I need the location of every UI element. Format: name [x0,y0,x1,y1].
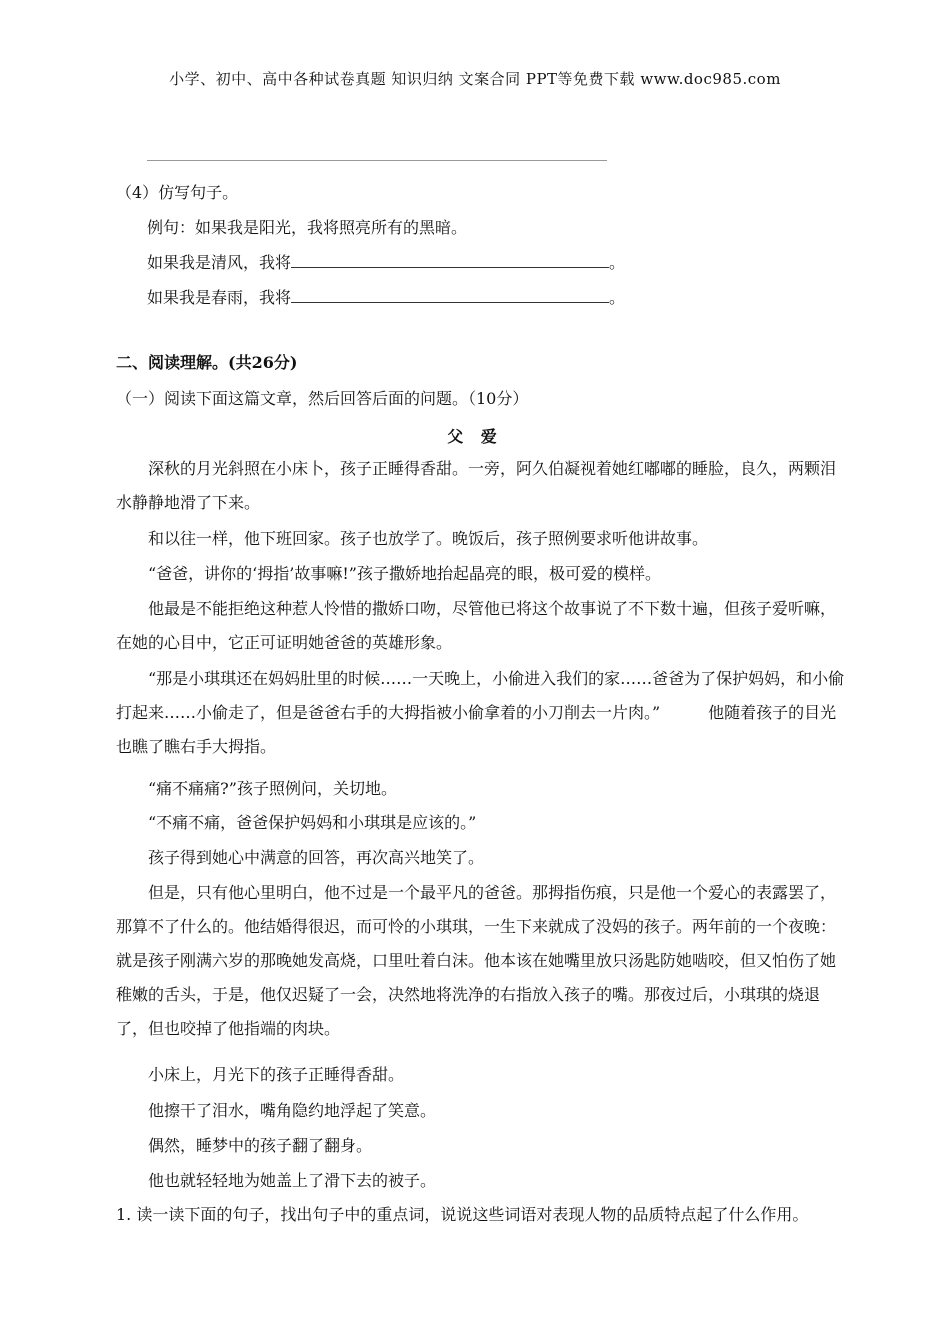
article-paragraph: 他也就轻轻地为她盖上了滑下去的被子。 [148,1171,437,1190]
q4-answer-blank-1[interactable] [291,253,609,268]
article-paragraph: 但是，只有他心里明白，他不过是一个最平凡的爸爸。那拇指伤痕，只是他一个爱心的表露罢了，那算不了什么的。他结婚得很迟，而可怜的小琪琪，一生下来就成了没妈的孩子。两年前的一个夜晚：就是孩子刚满六岁的那晚她发高烧，口里吐着白沫。他本该在她嘴里放只汤匙防她啮咬，但又怕伤了她稚嫩的舌头，于是，他仅迟疑了一会，决然地将洗净的右指放入孩子的嘴。那夜过后，小琪琪的烧退了，但也咬掉了他指端的肉块。 [116,883,837,1038]
q4-answer-blank-2[interactable] [291,288,609,303]
q4-line-1 [147,250,625,273]
q4-line-1-period: 。 [609,253,626,272]
article-paragraph: 深秋的月光斜照在小床卜，孩子正睡得香甜。一旁，阿久伯凝视着她红嘟嘟的睡脸，良久，两颗泪水静静地滑了下来。 [116,459,837,512]
article-paragraph: “那是小琪琪还在妈妈肚里的时候……一天晚上，小偷进入我们的家……爸爸为了保护妈妈，和小偷打起来……小偷走了，但是爸爸右手的大拇指被小偷拿着的小刀削去一片肉。” 他随着孩子的目光也瞧了瞧右手大拇指。 [116,669,845,756]
answer-line [147,160,607,161]
article-paragraph: 他擦干了泪水，嘴角隐约地浮起了笑意。 [148,1101,437,1120]
article-paragraph: “爸爸，讲你的‘拇指’故事嘛!”孩子撒娇地抬起晶亮的眼，极可爱的模样。 [148,564,661,583]
article-paragraph: “不痛不痛，爸爸保护妈妈和小琪琪是应该的。” [148,813,477,832]
q4-example: 例句：如果我是阳光，我将照亮所有的黑暗。 [147,218,468,237]
section-heading: 二、阅读理解。(共26分) [116,353,298,372]
q4-line-2-period: 。 [609,288,626,307]
q4-line-1-prefix: 如果我是清风，我将 [147,253,292,272]
page-header: 小学、初中、高中各种试卷真题 知识归纳 文案合同 PPT等免费下载 www.doc985.com [169,70,781,88]
question-1: 1. 读一读下面的句子，找出句子中的重点词，说说这些词语对表现人物的品质特点起了什么作用。 [116,1205,809,1224]
article-paragraph: 和以往一样，他下班回家。孩子也放学了。晚饭后，孩子照例要求听他讲故事。 [148,529,709,548]
section-subheading: （一）阅读下面这篇文章，然后回答后面的问题。（10分） [116,389,529,408]
q4-label: （4）仿写句子。 [116,183,239,202]
q4-line-2-prefix: 如果我是春雨，我将 [147,288,292,307]
article-paragraph: 孩子得到她心中满意的回答，再次高兴地笑了。 [148,848,485,867]
article-paragraph: 他最是不能拒绝这种惹人怜惜的撒娇口吻，尽管他已将这个故事说了不下数十遍，但孩子爱听嘛，在她的心目中，它正可证明她爸爸的英雄形象。 [116,599,837,652]
article-paragraph: 偶然，睡梦中的孩子翻了翻身。 [148,1136,373,1155]
article-paragraph: “痛不痛痛?”孩子照例问，关切地。 [148,779,397,798]
article-paragraph: 小床上，月光下的孩子正睡得香甜。 [148,1065,405,1084]
q4-line-2 [147,285,625,308]
article-title: 父 爱 [447,427,503,446]
